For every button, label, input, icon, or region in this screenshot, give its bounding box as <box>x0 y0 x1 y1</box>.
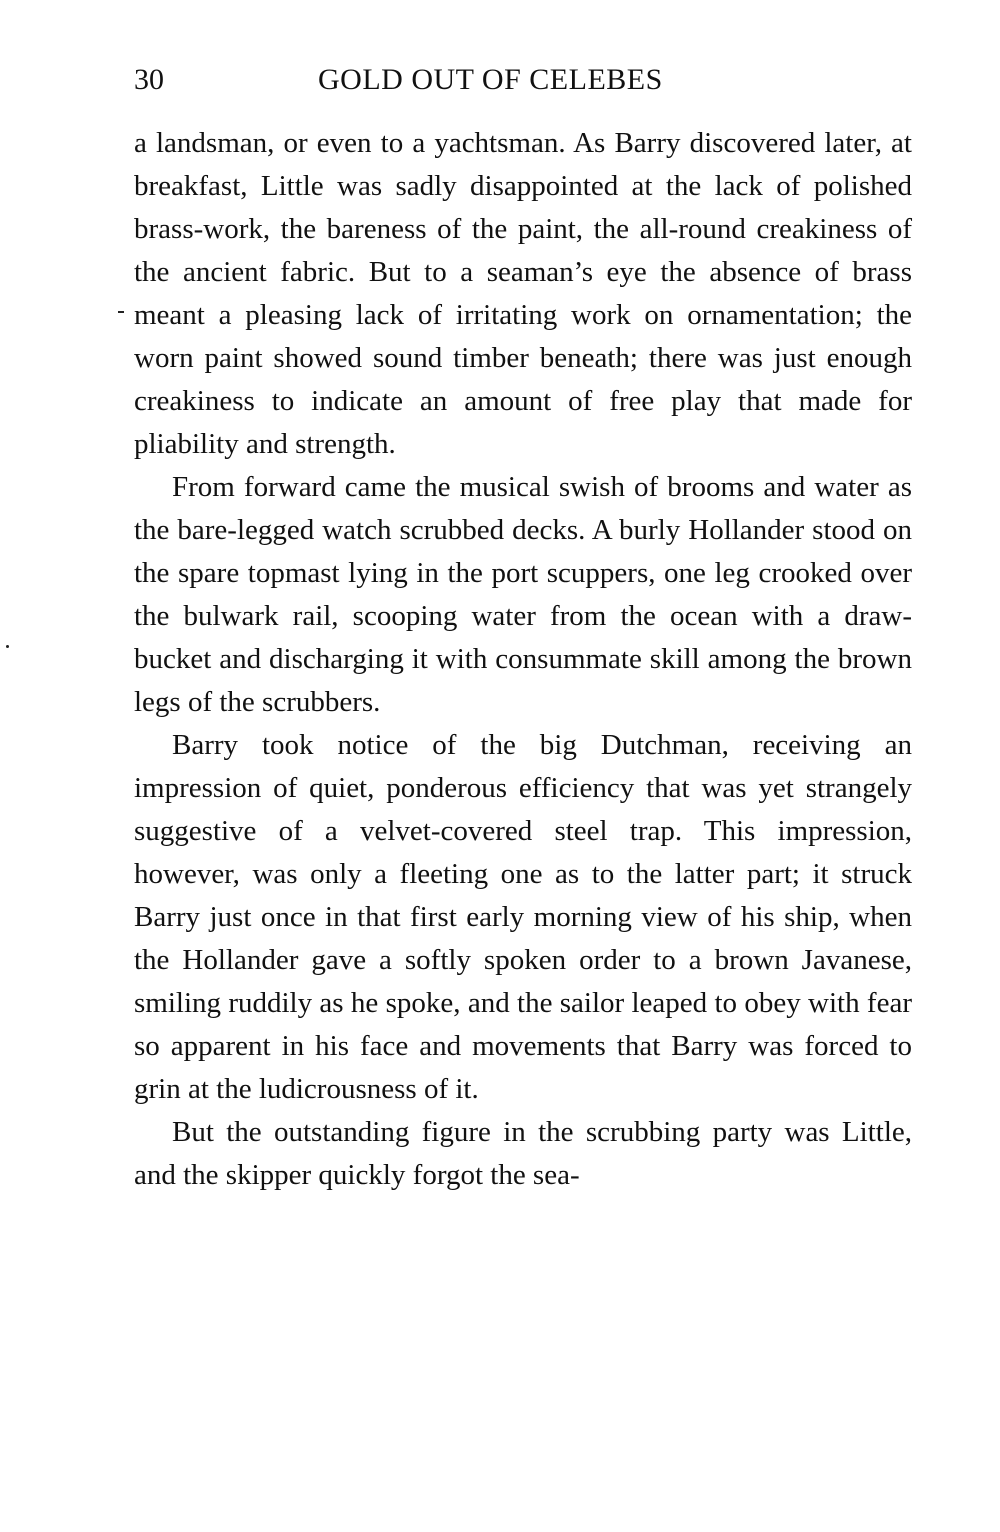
running-title: GOLD OUT OF CELEBES <box>318 63 663 96</box>
paragraph-dutchman: Barry took notice of the big Dutchman, receiving an impression of quiet, ponderous efficiency that was yet strangely suggestive of a velvet-covered steel trap. This impression, however, was only a fleeting one as to the latter part; it struck Barry just once in that first early morning view of his ship, when the Hollander gave a softly spoken order to a brown Javanese, smiling ruddily as he spoke, and the sailor leaped to obey with fear so apparent in his face and movements that Barry was forced to grin at the ludicrousness of it. <box>134 729 912 1105</box>
print-speck <box>6 645 9 648</box>
paragraph-continued: a landsman, or even to a yachtsman. As Barry discovered later, at breakfast, Little was sadly disappointed at the lack of polished brass-work, the bareness of the paint, the all-round creakiness of the ancient fabric. But to a seaman’s eye the absence of brass meant a pleasing lack of irritating work on ornamentation; the worn paint showed sound timber beneath; there was just enough creakiness to indicate an amount of free play that made for pliability and strength. <box>134 127 912 460</box>
print-speck <box>118 311 124 313</box>
paragraph-forward-deck: From forward came the musical swish of brooms and water as the bare-legged watch scrubbed decks. A burly Hollander stood on the spare topmast lying in the port scuppers, one leg crooked over the bulwark rail, scooping water from the ocean with a draw-bucket and discharging it with consummate skill among the brown legs of the scrubbers. <box>134 471 912 718</box>
body-text <box>134 122 912 1197</box>
page-number: 30 <box>134 63 164 96</box>
running-head <box>134 60 914 100</box>
paragraph-scrubbing-party: But the outstanding figure in the scrubbing party was Little, and the skipper quickly forgot the sea- <box>134 1116 912 1191</box>
